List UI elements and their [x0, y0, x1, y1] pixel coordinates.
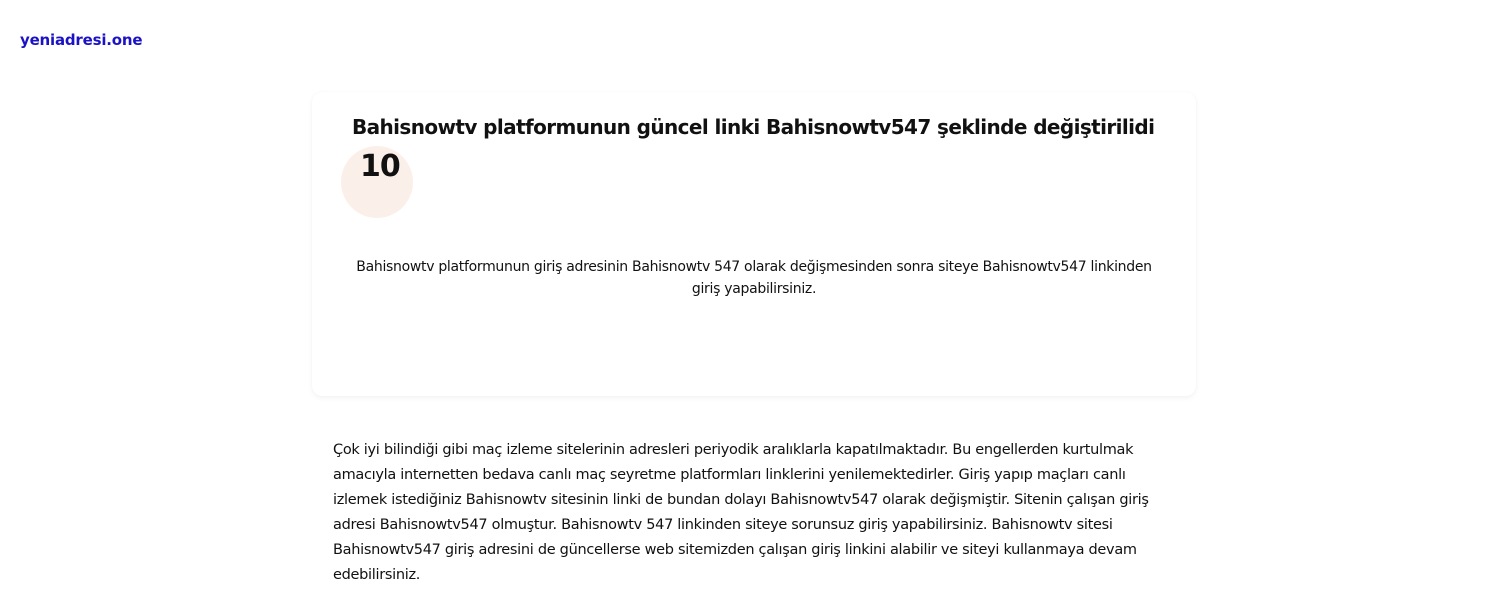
site-header — [20, 30, 142, 54]
site-logo-link[interactable]: yeniadresi.one — [20, 31, 143, 49]
card-title: Bahisnowtv platformunun güncel linki Bahisnowtv547 şeklinde değiştirilidi — [352, 115, 1155, 139]
badge-number: 10 — [360, 149, 400, 184]
article-paragraph: Çok iyi bilindiği gibi maç izleme sitelerinin adresleri periyodik aralıklarla kapatılmaktadır. Bu engellerden kurtulmak amacıyla internetten bedava canlı maç seyretme platformları linklerini yenilemektedirler. Giriş yapıp maçları canlı izlemek istediğiniz Bahisnowtv sitesinin linki de bundan dolayı Bahisnowtv547 olarak değişmiştir. Sitenin çalışan giriş adresi Bahisnowtv547 olmuştur. Bahisnowtv 547 linkinden siteye sorunsuz giriş yapabilirsiniz. Bahisnowtv sitesi Bahisnowtv547 giriş adresini de güncellerse web sitemizden çalışan giriş linkini alabilir ve siteyi kullanmaya devam edebilirsiniz. — [333, 442, 1149, 583]
featured-card — [312, 92, 1196, 396]
card-description: Bahisnowtv platformunun giriş adresinin Bahisnowtv 547 olarak değişmesinden sonra siteye Bahisnowtv547 linkinden giriş yapabilirsiniz. — [356, 259, 1152, 297]
